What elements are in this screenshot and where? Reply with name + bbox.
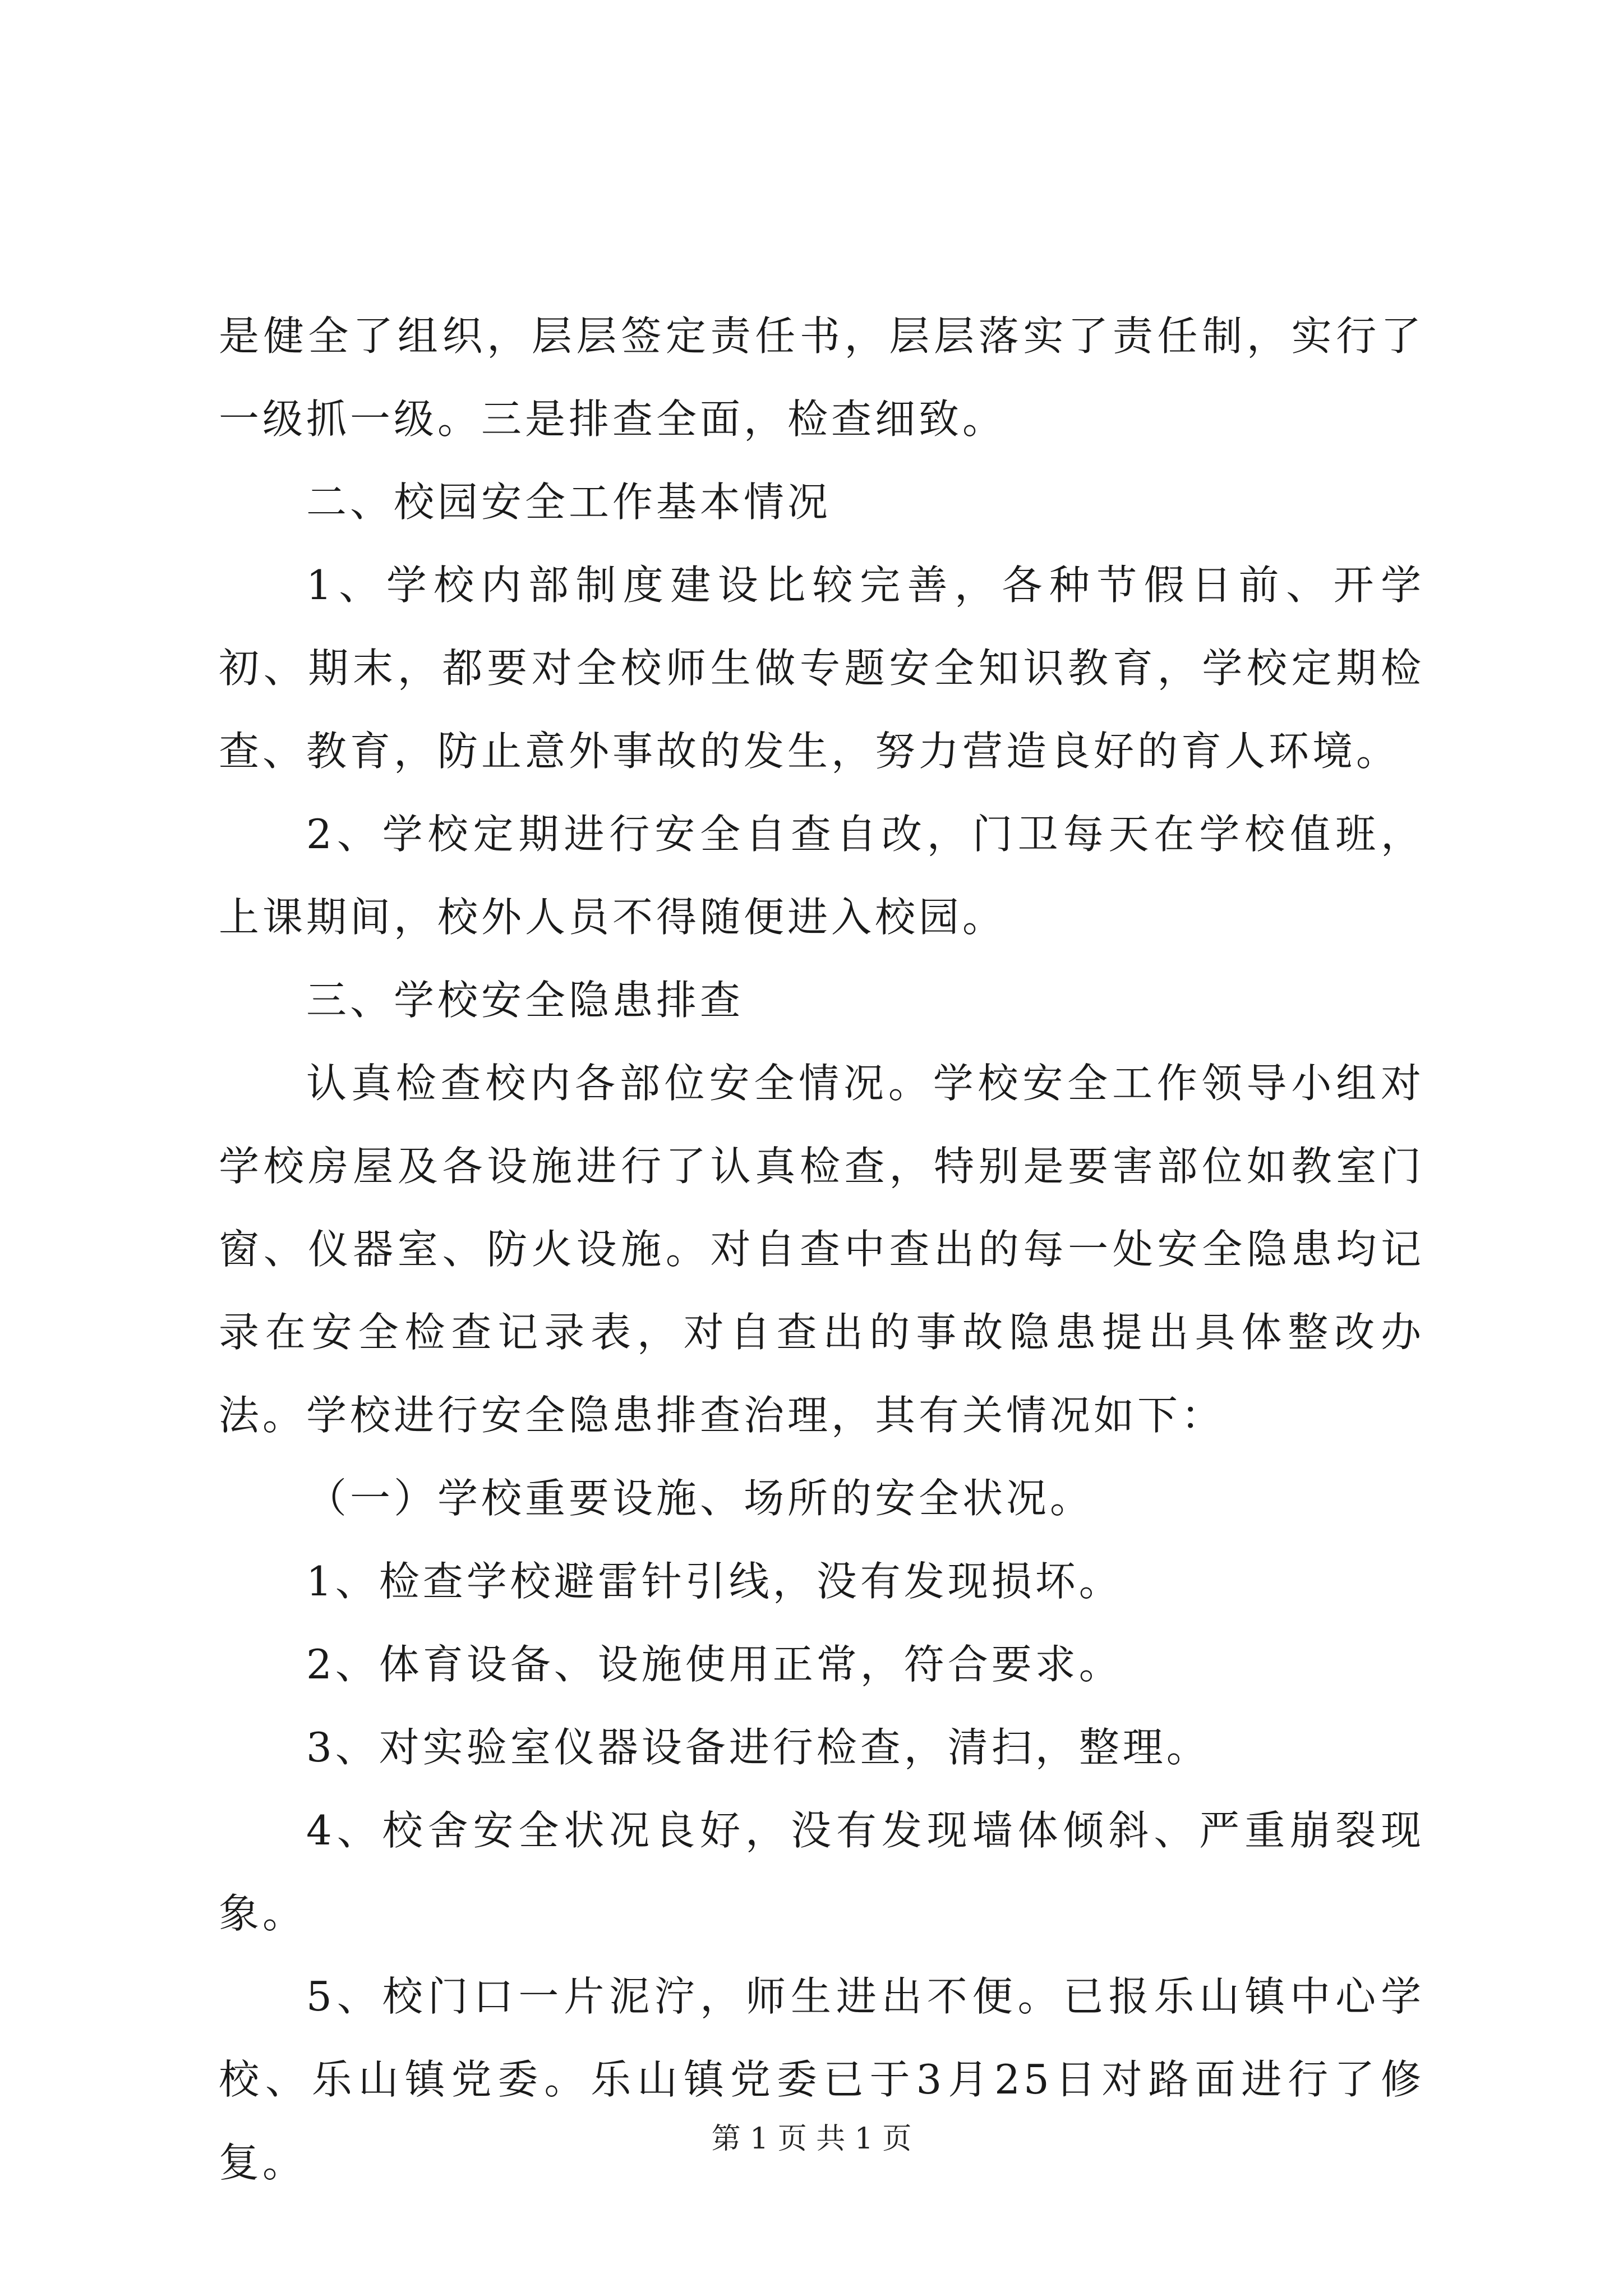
subsection-heading-facilities: （一）学校重要设施、场所的安全状况。 [306,1475,1094,1522]
list-item-buildings: 4、校舍安全状况良好，没有发现墙体倾斜、严重崩裂现象。 [219,1807,1424,1937]
page-number-label: 第 1 页 共 1 页 [711,2122,912,2156]
list-item-sports-equipment: 2、体育设备、设施使用正常，符合要求。 [306,1641,1123,1688]
page-footer [0,2115,1623,2157]
list-item-lightning-rod: 1、检查学校避雷针引线，没有发现损坏。 [306,1558,1123,1605]
paragraph-item-2: 2、学校定期进行安全自查自改，门卫每天在学校值班，上课期间，校外人员不得随便进入校园。 [219,811,1424,941]
paragraph-item-1: 1、学校内部制度建设比较完善，各种节假日前、开学初、期末，都要对全校师生做专题安全知识教育，学校定期检查、教育，防止意外事故的发生，努力营造良好的育人环境。 [219,562,1424,775]
section-heading-hazard-check: 三、学校安全隐患排查 [306,977,744,1024]
list-item-school-gate: 5、校门口一片泥泞，师生进出不便。已报乐山镇中心学校、乐山镇党委。乐山镇党委已于3月25日对路面进行了修复。 [219,1973,1424,2186]
document-body [219,295,1424,2204]
paragraph-continuation: 是健全了组织，层层签定责任书，层层落实了责任制，实行了一级抓一级。三是排查全面，检查细致。 [219,312,1424,443]
section-heading-campus-safety: 二、校园安全工作基本情况 [306,478,832,526]
paragraph-inspection: 认真检查校内各部位安全情况。学校安全工作领导小组对学校房屋及各设施进行了认真检查，特别是要害部位如教室门窗、仪器室、防火设施。对自查中查出的每一处安全隐患均记录在安全检查记录表，对自查出的事故隐患提出具体整改办法。学校进行安全隐患排查治理，其有关情况如下： [219,1060,1424,1439]
list-item-lab-equipment: 3、对实验室仪器设备进行检查，清扫，整理。 [306,1724,1210,1771]
